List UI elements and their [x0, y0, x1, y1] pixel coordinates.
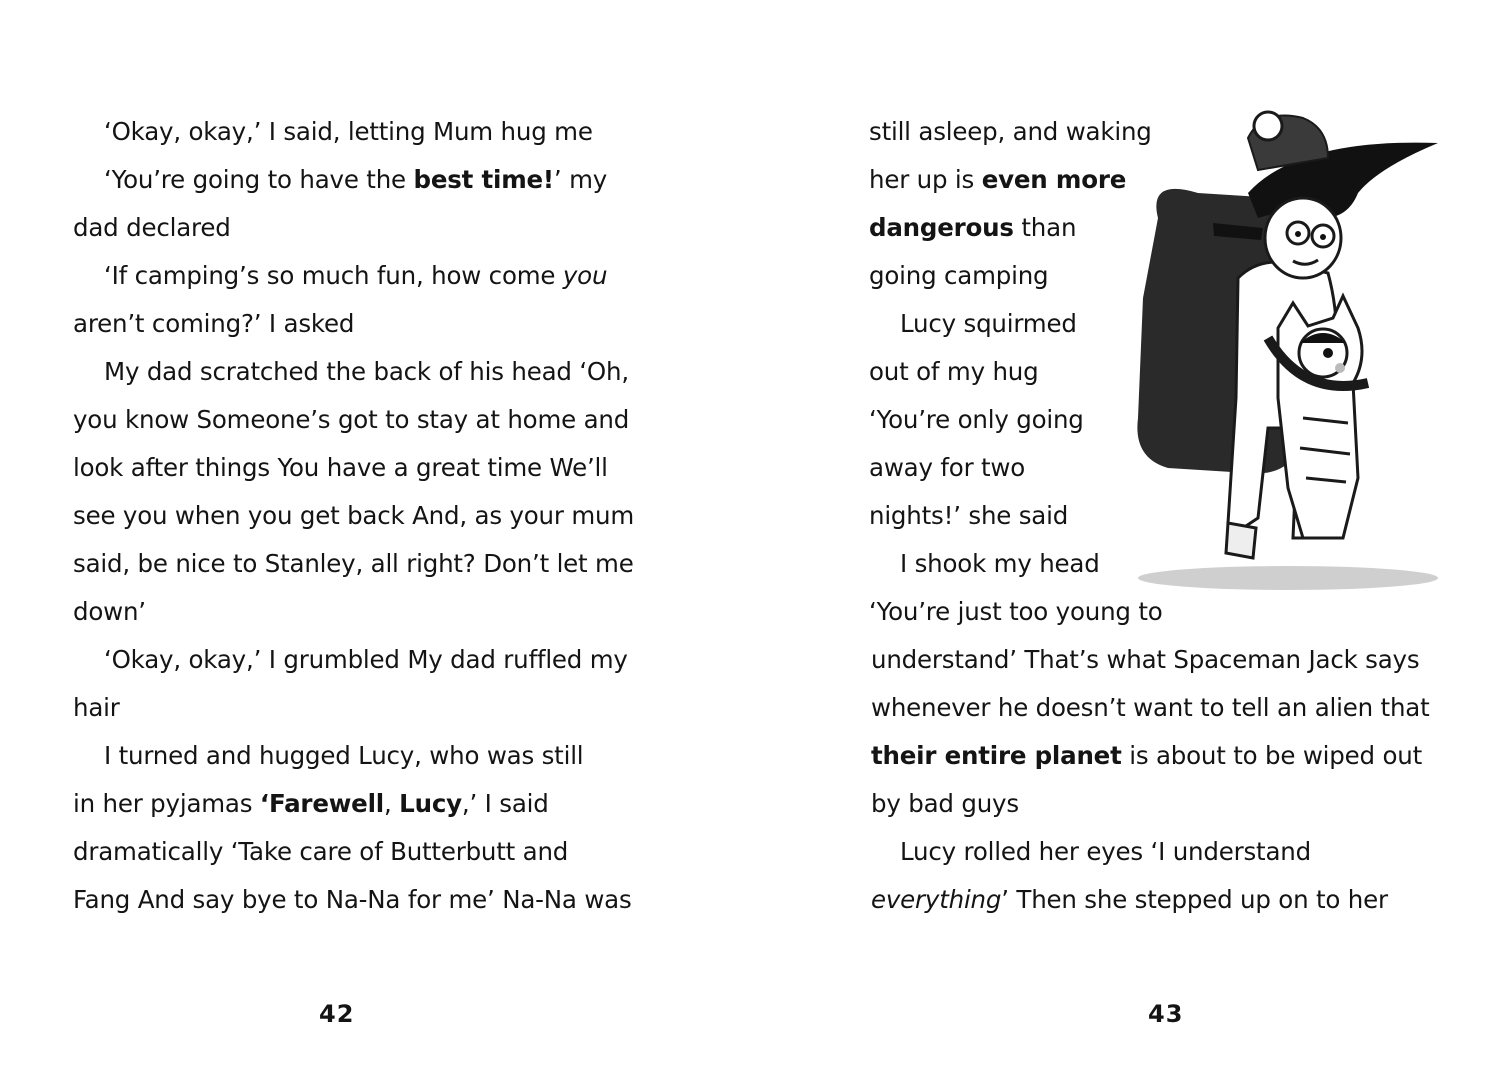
text-run: ’ Then she stepped up on to her	[1001, 885, 1388, 914]
right-page-line	[900, 837, 1311, 867]
text-run: in her pyjamas	[73, 789, 260, 818]
text-run: ‘You’re going to have the	[104, 165, 414, 194]
left-page-line	[73, 693, 120, 723]
right-page-line	[871, 789, 1019, 819]
page-number-right: 43	[1148, 1000, 1184, 1028]
right-page-line	[871, 741, 1422, 771]
left-page-line	[104, 741, 583, 771]
text-run: said, be nice to Stanley, all right? Don’t let me	[73, 549, 634, 578]
left-page-line	[73, 309, 354, 339]
left-page-line	[104, 117, 593, 147]
text-run: her up is	[869, 165, 982, 194]
text-run: Fang And say bye to Na-Na for me’ Na-Na was	[73, 885, 632, 914]
right-page-line	[869, 597, 1163, 627]
right-page-line	[869, 357, 1038, 387]
text-run: away for two	[869, 453, 1026, 482]
bold-text: their entire planet	[871, 741, 1122, 770]
text-run: ,	[383, 789, 400, 818]
text-run: still asleep, and waking	[869, 117, 1152, 146]
right-page-line	[869, 453, 1025, 483]
bold-text: best time!	[413, 165, 554, 194]
left-page-line	[104, 165, 607, 195]
text-run: dad declared	[73, 213, 231, 242]
left-page-line	[73, 549, 634, 579]
bold-text: dangerous	[869, 213, 1014, 242]
text-run: by bad guys	[871, 789, 1019, 818]
italic-text: you	[562, 261, 608, 290]
bold-text: even more	[981, 165, 1127, 194]
right-page-line	[869, 261, 1048, 291]
bold-text: ‘Farewell	[259, 789, 384, 818]
text-run: hair	[73, 693, 120, 722]
right-page-line	[871, 645, 1419, 675]
text-run: Lucy squirmed	[900, 309, 1077, 338]
text-run: ’ my	[553, 165, 608, 194]
text-run: ‘Okay, okay,’ I grumbled My dad ruffled my	[104, 645, 628, 674]
text-run: dramatically ‘Take care of Butterbutt and	[73, 837, 569, 866]
text-run: nights!’ she said	[869, 501, 1069, 530]
left-page-line	[73, 453, 608, 483]
left-page-line	[104, 261, 607, 291]
bold-text: Lucy	[399, 789, 462, 818]
text-run: whenever he doesn’t want to tell an alien that	[871, 693, 1430, 722]
right-page-line	[900, 309, 1077, 339]
right-page-line	[869, 405, 1084, 435]
right-page-line	[871, 693, 1430, 723]
left-page-line	[104, 645, 628, 675]
text-run: going camping	[869, 261, 1049, 290]
right-page-line	[869, 501, 1068, 531]
text-run: ‘You’re just too young to	[869, 597, 1163, 626]
right-page-line	[869, 117, 1152, 147]
left-page-line	[73, 885, 632, 915]
right-page-line	[869, 165, 1126, 195]
left-page-line	[73, 501, 634, 531]
left-page-line	[104, 357, 629, 387]
text-run: ‘Okay, okay,’ I said, letting Mum hug me	[104, 117, 593, 146]
text-run: I turned and hugged Lucy, who was still	[104, 741, 584, 770]
text-run: ,’ I said	[461, 789, 549, 818]
left-page-line	[73, 837, 568, 867]
left-page-line	[73, 597, 146, 627]
italic-text: everything	[871, 885, 1002, 914]
left-page-line	[73, 789, 549, 819]
text-run: ‘If camping’s so much fun, how come	[104, 261, 563, 290]
text-run: than	[1013, 213, 1077, 242]
page-number-left: 42	[319, 1000, 355, 1028]
hug-illustration-icon	[1128, 98, 1448, 598]
right-page-line	[871, 885, 1388, 915]
left-page-line	[73, 213, 231, 243]
text-run: see you when you get back And, as your mum	[73, 501, 635, 530]
text-run: understand’ That’s what Spaceman Jack says	[871, 645, 1420, 674]
left-page-line	[73, 405, 629, 435]
text-run: down’	[73, 597, 146, 626]
text-run: out of my hug	[869, 357, 1039, 386]
text-run: is about to be wiped out	[1121, 741, 1422, 770]
text-run: Lucy rolled her eyes ‘I understand	[900, 837, 1311, 866]
right-page-line	[900, 549, 1100, 579]
text-run: you know Someone’s got to stay at home and	[73, 405, 630, 434]
right-page-line	[869, 213, 1076, 243]
text-run: aren’t coming?’ I asked	[73, 309, 355, 338]
text-run: look after things You have a great time We’ll	[73, 453, 608, 482]
text-run: ‘You’re only going	[869, 405, 1084, 434]
text-run: I shook my head	[900, 549, 1100, 578]
text-run: My dad scratched the back of his head ‘Oh,	[104, 357, 629, 386]
